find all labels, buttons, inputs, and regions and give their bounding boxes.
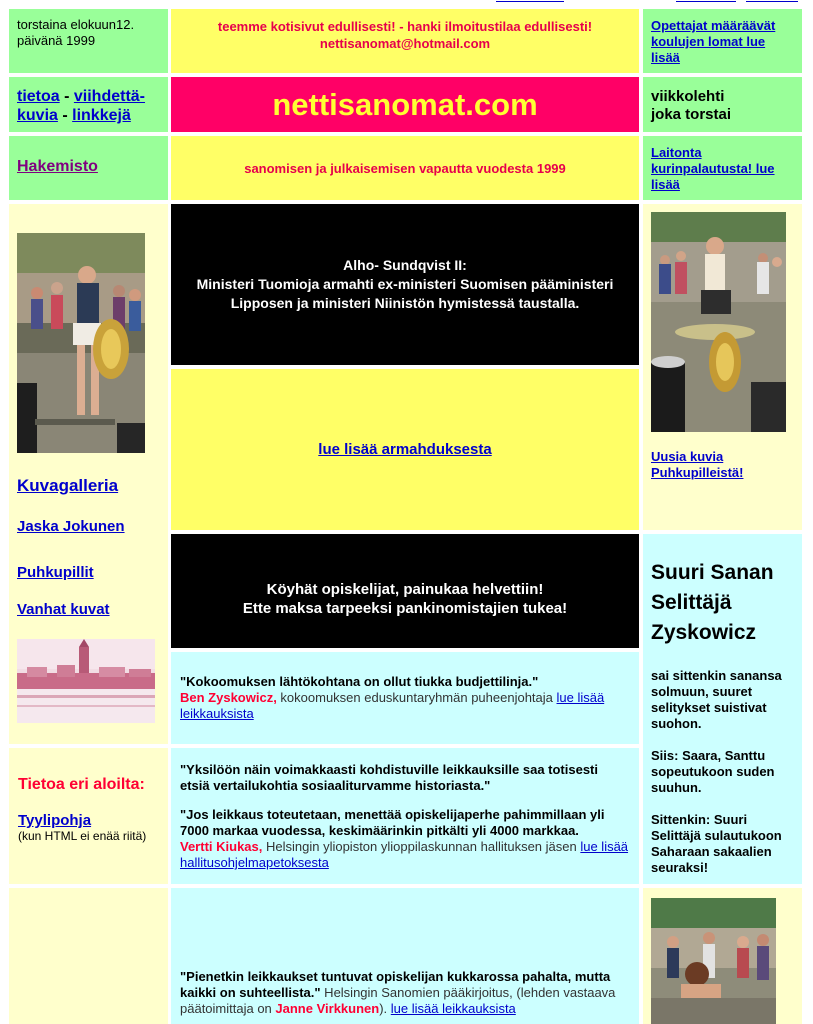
- quote-hs-mid: Helsingin Sanomien pääkirjoitus, (lehden vastaava päätoimittaja on: [180, 985, 616, 1016]
- old-city-photo: [17, 639, 155, 723]
- headline-pardon-title: Alho- Sundqvist II:: [343, 257, 467, 273]
- nav-cell: [9, 77, 168, 132]
- quote-zyskowicz-speaker: Ben Zyskowicz,: [180, 690, 277, 705]
- quote-kiukas-text2: "Jos leikkaus toteutetaan, menettää opiskelijaperhe pahimmillaan yli 7000 markaa vuodessa, keskimäärinkin pitkälti yli 4000 markkaa.: [180, 807, 605, 838]
- slogan-cell: [171, 136, 639, 200]
- top-link-fragment[interactable]: [746, 0, 798, 2]
- nav-separator: -: [59, 88, 74, 105]
- quote-kiukas: [171, 748, 639, 884]
- nav-viihdetta-link[interactable]: viihdettä-: [73, 88, 146, 105]
- headline-students-line2: Ette maksa tarpeeksi pankinomistajien tukea!: [242, 600, 568, 617]
- quote-hs-text: "Pienetkin leikkaukset tuntuvat opiskelijan kukkarossa pahalta, mutta kaikki on suhteellista.": [180, 969, 611, 1000]
- quote-kiukas-speaker: Vertti Kiukas,: [180, 839, 263, 854]
- quote-zyskowicz-text: "Kokoomuksen lähtökohtana on ollut tiukka budjettilinja.": [180, 674, 539, 689]
- laitonta-link[interactable]: Laitonta kurinpalautusta! lue lisää: [651, 145, 775, 192]
- puhkupillit-link[interactable]: Puhkupillit: [17, 564, 94, 581]
- weekly-cell: [643, 77, 802, 132]
- quote-kiukas-text1: "Yksilöön näin voimakkaasti kohdistuville leikkauksille saa totisesti etsiä vertailukohtia sosiaaliturvamme historiasta.": [180, 762, 598, 793]
- teachers-link[interactable]: Opettajat määräävät koulujen lomat lue lisää: [651, 18, 776, 65]
- quote-kiukas-link[interactable]: lue lisää hallitusohjelmapetoksesta: [180, 839, 629, 870]
- left-sidebar: [9, 204, 168, 744]
- zyskowicz-p3: Sittenkin: Suuri Selittäjä sulautukoon Saharaan sakaalien seuraksi!: [651, 812, 782, 875]
- quote-zyskowicz-link[interactable]: lue lisää leikkauksista: [180, 690, 605, 721]
- zyskowicz-p2: Siis: Saara, Santtu sopeutukoon suden suuhun.: [651, 748, 775, 795]
- headline-students-line1: Köyhät opiskelijat, painukaa helvettiin!: [266, 581, 544, 598]
- quote-kiukas-role: Helsingin yliopiston ylioppilaskunnan hallituksen jäsen: [262, 839, 581, 854]
- ad-email: nettisanomat@hotmail.com: [319, 36, 491, 51]
- right-photo-cell: [643, 204, 802, 530]
- quote-hs-speaker: Janne Virkkunen: [275, 1001, 380, 1016]
- nav-tietoa-link[interactable]: tietoa: [17, 88, 60, 105]
- zyskowicz-sidebar: [643, 534, 802, 884]
- ad-banner: [171, 9, 639, 73]
- quote-hs-end: ).: [379, 1001, 391, 1016]
- tietoa-cell: [9, 748, 168, 884]
- top-link-fragment[interactable]: [676, 0, 736, 2]
- new-photos-link[interactable]: Uusia kuvia Puhkupilleistä!: [651, 449, 744, 480]
- tyylipohja-link[interactable]: Tyylipohja: [18, 812, 92, 829]
- tuba-player-photo: [17, 233, 145, 453]
- ad-line1: teemme kotisivut edullisesti! - hanki ilmoitustilaa edullisesti!: [217, 19, 593, 34]
- quote-hs-link[interactable]: lue lisää leikkauksista: [390, 1001, 516, 1016]
- right-bottom-cell: [643, 888, 802, 1024]
- tyylipohja-note: (kun HTML ei enää riitä): [18, 829, 147, 843]
- nav-kuvia-link[interactable]: kuvia: [17, 107, 58, 124]
- vanhat-kuvat-link[interactable]: Vanhat kuvat: [17, 601, 110, 618]
- kuvagalleria-link[interactable]: Kuvagalleria: [17, 476, 119, 495]
- top-link-fragment[interactable]: [496, 0, 564, 2]
- street-crowd-photo: [651, 898, 776, 1024]
- nav-separator: -: [57, 107, 73, 124]
- zyskowicz-title: Suuri Sanan Selittäjä Zyskowicz: [651, 561, 774, 644]
- jaska-jokunen-link[interactable]: Jaska Jokunen: [17, 518, 125, 535]
- left-bottom-cell: [9, 888, 168, 1024]
- quote-zyskowicz: [171, 652, 639, 744]
- laitonta-cell: [643, 136, 802, 200]
- site-title: nettisanomat.com: [272, 86, 538, 122]
- pardon-readmore-cell: [171, 369, 639, 530]
- slogan: sanomisen ja julkaisemisen vapautta vuodesta 1999: [244, 160, 566, 176]
- tietoa-title: Tietoa eri aloilta:: [18, 776, 145, 793]
- masthead: [171, 77, 639, 132]
- quote-hs: [171, 888, 639, 1024]
- pardon-readmore-link[interactable]: lue lisää armahduksesta: [318, 441, 492, 458]
- weekly-line2: joka torstai: [651, 106, 732, 123]
- quote-zyskowicz-role: kokoomuksen eduskuntaryhmän puheenjohtaja: [276, 690, 557, 705]
- nav-linkkeja-link[interactable]: linkkejä: [72, 107, 131, 124]
- headline-pardon: [171, 204, 639, 365]
- headline-pardon-text: Ministeri Tuomioja armahti ex-ministeri Suomisen pääministeri Lipposen ja ministeri Niinistön hymistessä taustalla.: [196, 276, 614, 311]
- date-cell: [9, 9, 168, 73]
- drummer-tuba-photo: [651, 212, 786, 432]
- teachers-cell: [643, 9, 802, 73]
- zyskowicz-p1: sai sittenkin sanansa solmuun, suuret selitykset suistivat suohon.: [651, 668, 782, 731]
- hakemisto-link[interactable]: Hakemisto: [17, 158, 98, 175]
- date-line1: torstaina elokuun12.: [17, 17, 135, 32]
- date-line2: päivänä 1999: [17, 33, 96, 48]
- weekly-line1: viikkolehti: [651, 88, 725, 105]
- hakemisto-cell: [9, 136, 168, 200]
- headline-students: [171, 534, 639, 648]
